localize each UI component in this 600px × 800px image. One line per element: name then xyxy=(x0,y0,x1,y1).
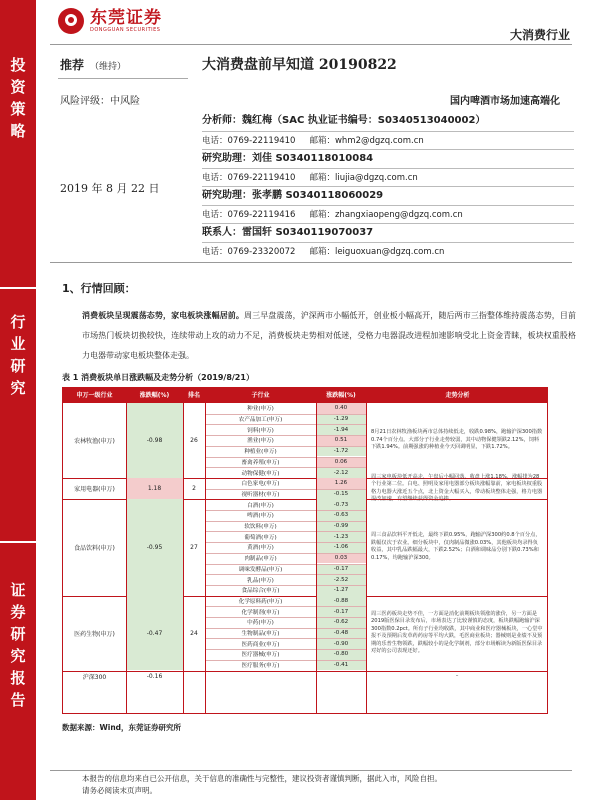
logo-mark-icon xyxy=(58,8,84,34)
subsector-change: -0.17 xyxy=(316,564,366,575)
subrow-divider xyxy=(205,617,366,618)
table-header-cell: 申万一级行业 xyxy=(76,392,113,399)
analyst-email: 邮箱：leiguoxuan@dgzq.com.cn xyxy=(309,246,445,257)
sidebar-char: 略 xyxy=(10,122,26,140)
section-divider xyxy=(50,262,572,263)
subsector-change: -1.29 xyxy=(316,414,366,425)
subrow-divider xyxy=(205,424,366,425)
sidebar-category-invest-strategy xyxy=(0,0,36,287)
subrow-divider xyxy=(205,660,366,661)
sector-rank: 2 xyxy=(192,485,196,493)
subrow-divider xyxy=(205,489,366,490)
sidebar-char: 究 xyxy=(10,379,26,397)
logo-name-cn: 东莞证券 xyxy=(90,8,162,28)
data-source: 数据来源：Wind，东莞证券研究所 xyxy=(62,723,182,732)
sidebar-char: 策 xyxy=(10,100,26,118)
column-divider xyxy=(126,388,127,713)
subrow-divider xyxy=(205,649,366,650)
column-divider xyxy=(183,388,184,713)
rating-divider xyxy=(58,78,188,79)
subsector-name: 动物保健(申万) xyxy=(241,470,280,477)
subsector-change: -0.63 xyxy=(316,510,366,521)
subsector-change: -0.17 xyxy=(316,606,366,617)
subsector-change: -1.94 xyxy=(316,424,366,435)
sidebar-char: 证 xyxy=(10,581,26,599)
trend-analysis: 周三医药板块走势不佳，一方面是消化前期板块领涨的涨价，另一方面是2019版医保目录发布后，市场表达了比较谨慎的态度，板块跌幅跑输沪深300指数0.2pct。所有子行业均收跌，其中商业和医疗器械板块，一心堂中报不及预期后发草药药房等平均大跌，毛医商业板块；器械则是业绩不及预期的乐普生物领跌，跌幅较小的是化学制剂，部分市场解读为新版医保目录对好的公司表现还好。 xyxy=(371,610,543,655)
subrow-divider xyxy=(205,510,366,511)
subsector-change: -0.48 xyxy=(316,628,366,639)
analyst-email: 邮箱：liujia@dgzq.com.cn xyxy=(309,172,418,183)
subsector-change: 1.26 xyxy=(316,478,366,489)
analyst-phone: 电话：0769-22119410 xyxy=(202,135,296,146)
subsector-change: -2.12 xyxy=(316,467,366,478)
subsector-name: 医药商业(申万) xyxy=(241,641,280,648)
subrow-divider xyxy=(205,553,366,554)
sector-rank: 26 xyxy=(190,436,198,444)
rating xyxy=(60,56,126,73)
subsector-name: 白色家电(申万) xyxy=(241,481,280,488)
subsector-name: 乳品(申万) xyxy=(247,577,274,584)
sector-rank: 24 xyxy=(190,629,198,637)
analyst-role: 分析师：魏红梅（SAC 执业证书编号：S0340513040002） xyxy=(202,115,486,126)
sidebar-char: 研 xyxy=(10,357,26,375)
subsector-name: 调味发酵品(申万) xyxy=(238,566,283,573)
subrow-divider xyxy=(205,574,366,575)
subsector-change: -0.41 xyxy=(316,660,366,671)
subsector-change: -1.27 xyxy=(316,585,366,596)
table-row-sector: 家用电器(申万) xyxy=(74,486,115,494)
subsector-name: 中药(申万) xyxy=(247,620,274,627)
subrow-divider xyxy=(205,564,366,565)
analyst-row xyxy=(202,223,574,242)
sidebar-category-industry-research xyxy=(0,289,36,541)
benchmark-dash: – xyxy=(455,672,459,679)
subrow-divider xyxy=(205,542,366,543)
table-header-cell: 子行业 xyxy=(251,392,270,399)
table-header xyxy=(63,388,547,403)
sidebar-char: 行 xyxy=(10,313,26,331)
report-subtitle: 国内啤酒市场加速高端化 xyxy=(450,96,560,107)
sector-change: -0.98 xyxy=(126,403,183,478)
sector-change: 1.18 xyxy=(126,478,183,499)
table-row-benchmark: 沪深300 xyxy=(82,674,107,681)
subsector-name: 白酒(申万) xyxy=(247,502,274,509)
trend-analysis: 周三食品饮料平开低走，最终下跌0.95%，跑输沪深300约0.8个百分点，跌幅仅次于农业。细分板块中，仅肉制品微涨0.03%，其他板块均录得负收益，其中乳品跌幅最大，下跌2.52%；白酒和调味品分别下跌0.73%和0.17%，均跑输沪深300。 xyxy=(371,532,541,561)
subrow-divider xyxy=(205,446,366,447)
subsector-name: 啤酒(申万) xyxy=(247,513,274,520)
subsector-change: -0.99 xyxy=(316,521,366,532)
subsector-name: 肉制品(申万) xyxy=(244,556,277,563)
subsector-change: 0.51 xyxy=(316,435,366,446)
footer-divider xyxy=(50,770,572,771)
analyst-role: 研究助理：张孝鹏 S0340118060029 xyxy=(202,190,384,201)
table-header-cell: 涨跌幅(%) xyxy=(139,392,170,399)
subrow-divider xyxy=(205,457,366,458)
rating-label: 推荐 xyxy=(60,58,85,72)
subsector-name: 软饮料(申万) xyxy=(244,524,277,531)
subsector-name: 种植业(申万) xyxy=(244,449,277,456)
subrow-divider xyxy=(205,435,366,436)
sidebar-char: 投 xyxy=(10,56,26,74)
column-divider xyxy=(366,388,367,713)
analyst-row xyxy=(202,112,574,131)
subsector-name: 化学制剂(申万) xyxy=(241,609,280,616)
subsector-change: 0.03 xyxy=(316,553,366,564)
analyst-role: 联系人：雷国轩 S0340119070037 xyxy=(202,227,374,238)
subsector-name: 化学原料药(申万) xyxy=(238,598,283,605)
disclaimer xyxy=(82,773,442,797)
analyst-row xyxy=(202,205,574,224)
analyst-row xyxy=(202,168,574,187)
analyst-row xyxy=(202,242,574,261)
analyst-phone: 电话：0769-22119410 xyxy=(202,172,296,183)
sidebar-char: 告 xyxy=(10,691,26,709)
sidebar-category-securities-report xyxy=(0,543,36,800)
sector-change: -0.95 xyxy=(126,499,183,595)
trend-analysis: 8月21日农林牧渔板块两市总体持续低走，收跌0.98%，跑输沪深300指数0.74个百分点。大部分子行业走势较弱，其中动物保健领跌2.12%，饲料下跌1.94%。前期强涨的种植业今天回调明显，下跌1.72%。 xyxy=(371,429,543,451)
market-review-paragraph xyxy=(82,306,576,366)
sector-performance-table xyxy=(62,387,548,714)
subsector-change: -0.90 xyxy=(316,638,366,649)
sidebar-char: 业 xyxy=(10,335,26,353)
table-row-sector: 农林牧渔(申万) xyxy=(74,437,115,445)
report-title: 大消费盘前早知道 20190822 xyxy=(202,57,397,73)
table-header-cell: 涨跌幅(%) xyxy=(326,392,356,399)
subsector-name: 畜禽养殖(申万) xyxy=(241,459,280,466)
subsector-change: -0.88 xyxy=(316,596,366,607)
subsector-name: 黄酒(申万) xyxy=(247,545,274,552)
analyst-row xyxy=(202,186,574,205)
subsector-change: -0.62 xyxy=(316,617,366,628)
subsector-name: 农产品加工(申万) xyxy=(238,417,283,424)
industry-label: 大消费行业 xyxy=(509,28,570,42)
subrow-divider xyxy=(205,414,366,415)
subrow-divider xyxy=(205,606,366,607)
subrow-divider xyxy=(205,467,366,468)
subrow-divider xyxy=(205,628,366,629)
analyst-row xyxy=(202,131,574,150)
subrow-divider xyxy=(205,638,366,639)
analyst-email: 邮箱：zhangxiaopeng@dgzq.com.cn xyxy=(309,209,463,220)
subsector-name: 种业(申万) xyxy=(247,406,274,413)
company-logo xyxy=(58,8,162,34)
subsector-name: 渔业(申万) xyxy=(247,438,274,445)
section-heading: 1、行情回顾： xyxy=(62,282,136,295)
subsector-change: 0.40 xyxy=(316,403,366,414)
subrow-divider xyxy=(205,531,366,532)
table-row-sector: 医药生物(申万) xyxy=(74,630,115,638)
analyst-row xyxy=(202,149,574,168)
subsector-name: 视听器材(申万) xyxy=(241,491,280,498)
analyst-role: 研究助理：刘佳 S0340118010084 xyxy=(202,153,374,164)
sidebar-char: 资 xyxy=(10,78,26,96)
analyst-email: 邮箱：whm2@dgzq.com.cn xyxy=(309,135,424,146)
sector-rank: 27 xyxy=(190,543,198,551)
sector-change: -0.47 xyxy=(126,596,183,671)
disclaimer-line: 本报告的信息均来自已公开信息，关于信息的准确性与完整性，建议投资者谨慎判断，据此入市，风险自担。 xyxy=(82,774,442,783)
column-divider xyxy=(205,388,206,713)
analyst-list xyxy=(202,112,574,260)
subsector-change: -2.52 xyxy=(316,574,366,585)
disclaimer-line: 请务必阅读末页声明。 xyxy=(82,786,157,795)
sidebar-char: 究 xyxy=(10,647,26,665)
sidebar xyxy=(0,0,36,800)
subsector-change: -0.73 xyxy=(316,499,366,510)
subsector-name: 医疗器械(申万) xyxy=(241,652,280,659)
risk-level: 风险评级：中风险 xyxy=(60,96,140,107)
subsector-change: -0.15 xyxy=(316,489,366,500)
table-header-cell: 排名 xyxy=(187,392,200,399)
subrow-divider xyxy=(205,585,366,586)
subsector-change: -1.72 xyxy=(316,446,366,457)
analyst-phone: 电话：0769-22119416 xyxy=(202,209,296,220)
benchmark-change: -0.16 xyxy=(146,673,163,680)
column-divider xyxy=(316,388,317,713)
subsector-change: -0.80 xyxy=(316,649,366,660)
subsector-change: 0.06 xyxy=(316,457,366,468)
table-title: 表 1 消费板块单日涨跌幅及走势分析（2019/8/21） xyxy=(62,373,254,382)
trend-analysis: 周三家电板块低开高走，午盘后小幅回落，收盘上涨1.18%，涨幅排为28个行业第二位。白电、照明及家用电器部分板块涨幅靠前，家电板块权重股格力电器大涨近五个点，北上资金大幅买入，带动板块整体走强，格力电器混改加速，有望继续获得资金追捧。 xyxy=(371,473,543,503)
subrow-divider xyxy=(205,521,366,522)
paragraph-body: 周三早盘震荡，沪深两市小幅低开，创业板小幅高开，随后两市三指整体维持震荡态势，目前市场热门板块切换较快，连续带动上攻的动力不足，消费板块走势相对低迷，受格力电器混改进程加速影响受北上资金青睐，板块权重股格力电器带动家电板块整体走强。 xyxy=(82,311,576,360)
logo-name-en: DONGGUAN SECURITIES xyxy=(90,27,161,33)
sidebar-char: 报 xyxy=(10,669,26,687)
table-header-cell: 走势分析 xyxy=(445,392,470,399)
table-row-sector: 食品饮料(申万) xyxy=(74,544,115,552)
analyst-phone: 电话：0769-23320072 xyxy=(202,246,296,257)
subsector-name: 食品综合(申万) xyxy=(241,588,280,595)
header-divider xyxy=(50,44,572,45)
subsector-name: 饲料(申万) xyxy=(247,427,274,434)
subsector-name: 葡萄酒(申万) xyxy=(244,534,277,541)
sidebar-char: 券 xyxy=(10,603,26,621)
report-date: 2019 年 8 月 22 日 xyxy=(60,182,160,195)
paragraph-lead: 消费板块呈现震荡态势，家电板块涨幅居前。 xyxy=(82,311,244,320)
subsector-name: 医疗服务(申万) xyxy=(241,663,280,670)
rating-sub: （维持） xyxy=(90,62,127,72)
subsector-name: 生物制品(申万) xyxy=(241,631,280,638)
subsector-change: -1.23 xyxy=(316,531,366,542)
subsector-change: -1.06 xyxy=(316,542,366,553)
sidebar-char: 研 xyxy=(10,625,26,643)
